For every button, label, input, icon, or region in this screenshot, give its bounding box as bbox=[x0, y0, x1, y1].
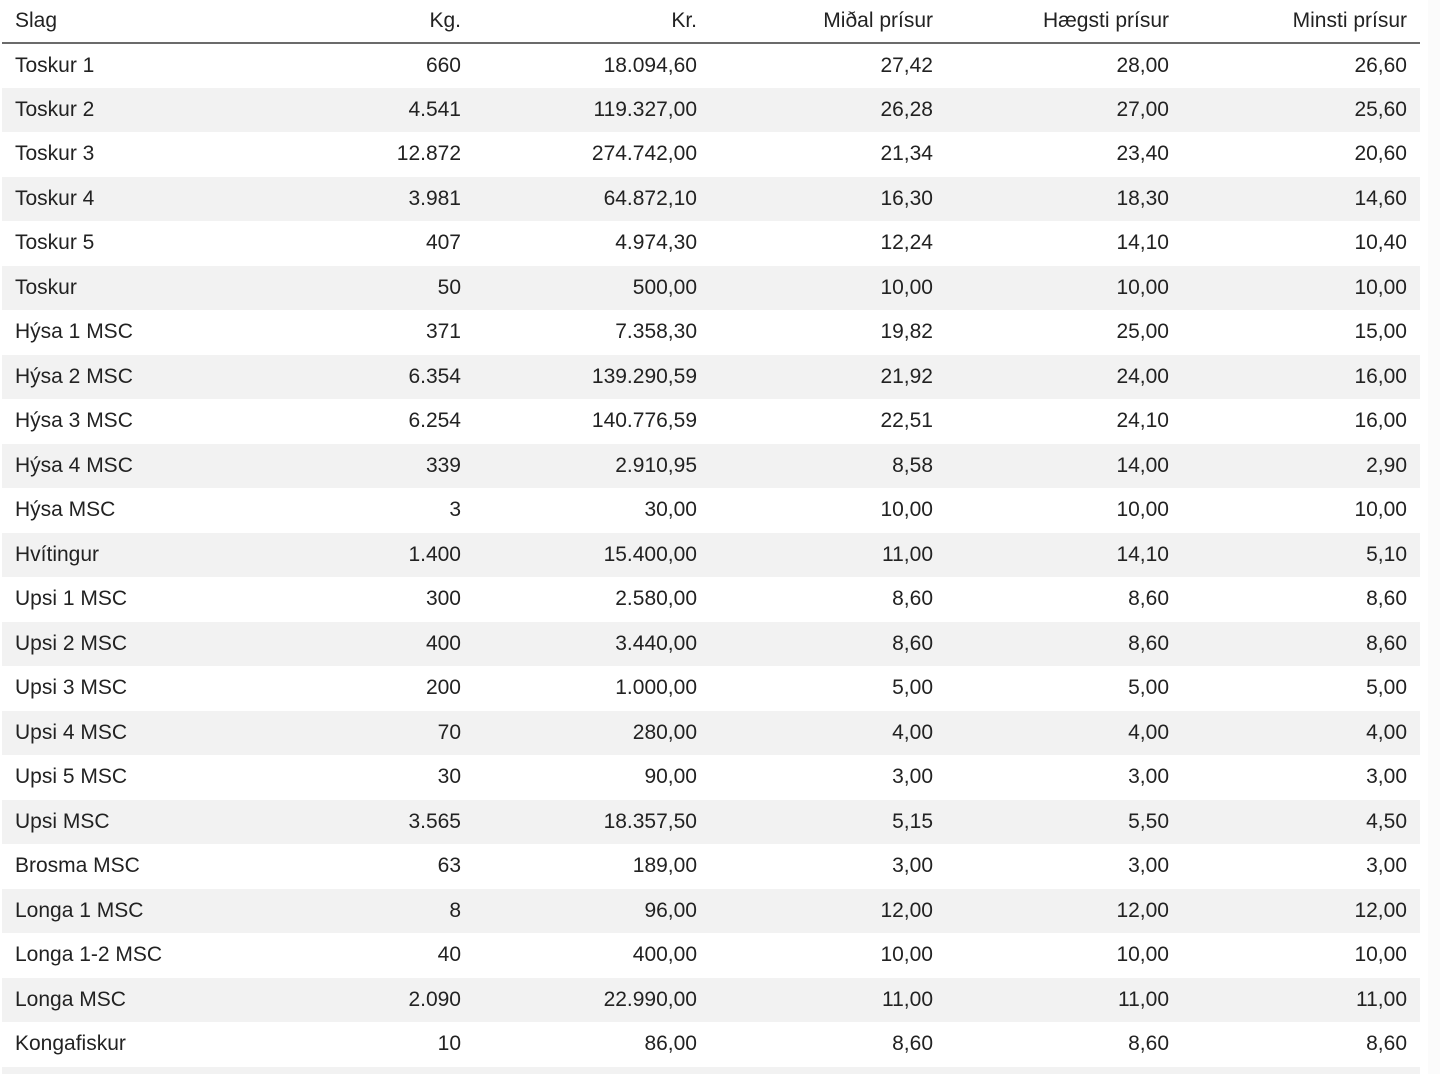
cell-kg: 70 bbox=[437, 720, 461, 744]
page-right-edge bbox=[1428, 0, 1440, 1074]
cell-minsti-prisur: 3,00 bbox=[1366, 765, 1407, 789]
cell-slag: Toskur 3 bbox=[15, 142, 95, 166]
cell-slag: Hvítingur bbox=[15, 542, 100, 566]
cell-slag: Hýsa 3 MSC bbox=[15, 409, 133, 433]
cell-haegsti-prisur: 28,00 bbox=[1116, 53, 1169, 77]
cell-slag: Hýsa 4 MSC bbox=[15, 453, 133, 477]
cell-minsti-prisur: 8,60 bbox=[1366, 631, 1407, 655]
header-row bbox=[2, 0, 1420, 43]
table-row bbox=[2, 889, 1420, 934]
cell-kg: 200 bbox=[425, 676, 461, 700]
cell-midal-prisur: 8,60 bbox=[892, 587, 933, 611]
cell-midal-prisur: 12,24 bbox=[880, 231, 933, 255]
cell-kg: 8 bbox=[449, 898, 461, 922]
cell-midal-prisur: 8,58 bbox=[892, 453, 933, 477]
cell-midal-prisur: 12,00 bbox=[880, 898, 933, 922]
cell-midal-prisur: 8,60 bbox=[892, 1032, 933, 1056]
cell-kg: 6.254 bbox=[408, 409, 461, 433]
cell-slag: Hýsa 1 MSC bbox=[15, 320, 133, 344]
cell-midal-prisur: 11,00 bbox=[882, 542, 933, 566]
cell-minsti-prisur: 5,10 bbox=[1366, 542, 1407, 566]
cell-haegsti-prisur: 3,00 bbox=[1128, 765, 1169, 789]
cell-slag: Hýsa MSC bbox=[15, 498, 116, 522]
cell-slag: Toskur 5 bbox=[15, 231, 95, 255]
table-row bbox=[2, 666, 1420, 711]
column-header-haegsti-prisur[interactable]: Hægsti prísur bbox=[946, 0, 1182, 43]
cell-haegsti-prisur: 8,60 bbox=[1128, 631, 1169, 655]
cell-kr: 90,00 bbox=[644, 765, 697, 789]
cell-minsti-prisur: 11,00 bbox=[1356, 987, 1407, 1011]
cell-minsti-prisur: 10,00 bbox=[1354, 275, 1407, 299]
cell-haegsti-prisur: 27,00 bbox=[1116, 97, 1169, 121]
cell-midal-prisur: 11,00 bbox=[882, 987, 933, 1011]
cell-midal-prisur: 3,00 bbox=[892, 854, 933, 878]
table-row bbox=[2, 1022, 1420, 1067]
cell-haegsti-prisur: 18,30 bbox=[1116, 186, 1169, 210]
cell-minsti-prisur: 10,00 bbox=[1354, 498, 1407, 522]
table-row bbox=[2, 711, 1420, 756]
cell-kg: 50 bbox=[437, 275, 461, 299]
cell-midal-prisur: 10,00 bbox=[880, 943, 933, 967]
table-row bbox=[2, 800, 1420, 845]
cell-kr: 64.872,10 bbox=[603, 186, 697, 210]
cell-kg: 2.090 bbox=[408, 987, 461, 1011]
table-row bbox=[2, 488, 1420, 533]
cell-minsti-prisur: 25,60 bbox=[1354, 97, 1407, 121]
table-row bbox=[2, 978, 1420, 1023]
cell-kr: 500,00 bbox=[632, 275, 697, 299]
cell-slag: Toskur 2 bbox=[15, 97, 95, 121]
cell-kr: 189,00 bbox=[632, 854, 697, 878]
cell-haegsti-prisur: 8,60 bbox=[1128, 1032, 1169, 1056]
cell-minsti-prisur: 4,50 bbox=[1366, 809, 1407, 833]
cell-slag: Longa 1 MSC bbox=[15, 898, 144, 922]
cell-kg: 300 bbox=[425, 587, 461, 611]
table-row bbox=[2, 533, 1420, 578]
cell-haegsti-prisur: 24,10 bbox=[1116, 409, 1169, 433]
cell-haegsti-prisur: 14,10 bbox=[1116, 231, 1169, 255]
cell-kg: 1.400 bbox=[408, 542, 461, 566]
cell-haegsti-prisur: 10,00 bbox=[1116, 943, 1169, 967]
cell-slag: Toskur 1 bbox=[15, 53, 95, 77]
table-row bbox=[2, 399, 1420, 444]
cell-minsti-prisur: 16,00 bbox=[1354, 364, 1407, 388]
cell-midal-prisur: 10,00 bbox=[880, 498, 933, 522]
column-header-midal-prisur[interactable]: Miðal prísur bbox=[710, 0, 946, 43]
cell-kg: 40 bbox=[437, 943, 461, 967]
cell-minsti-prisur: 14,60 bbox=[1354, 186, 1407, 210]
cell-slag: Upsi 5 MSC bbox=[15, 765, 128, 789]
cell-slag: Upsi 4 MSC bbox=[15, 720, 128, 744]
cell-kr: 96,00 bbox=[644, 898, 697, 922]
column-header-minsti-prisur[interactable]: Minsti prísur bbox=[1182, 0, 1420, 43]
cell-midal-prisur: 19,82 bbox=[880, 320, 933, 344]
cell-haegsti-prisur: 25,00 bbox=[1116, 320, 1169, 344]
cell-slag: Upsi 1 MSC bbox=[15, 587, 128, 611]
cell-haegsti-prisur: 24,00 bbox=[1116, 364, 1169, 388]
cell-midal-prisur: 27,42 bbox=[880, 53, 933, 77]
cell-kg: 371 bbox=[425, 320, 461, 344]
cell-kr: 119.327,00 bbox=[593, 97, 697, 121]
table-row bbox=[2, 43, 1420, 88]
cell-kr: 86,00 bbox=[644, 1032, 697, 1056]
cell-slag: Longa 1-2 MSC bbox=[15, 943, 163, 967]
cell-kr: 2.580,00 bbox=[615, 587, 697, 611]
cell-midal-prisur: 26,28 bbox=[880, 97, 933, 121]
cell-slag: Longa MSC bbox=[15, 987, 126, 1011]
cell-midal-prisur: 22,51 bbox=[880, 409, 933, 433]
cell-slag: Hýsa 2 MSC bbox=[15, 364, 133, 388]
cell-kg: 30 bbox=[437, 765, 461, 789]
table-row bbox=[2, 132, 1420, 177]
cell-haegsti-prisur: 5,50 bbox=[1128, 809, 1169, 833]
cell-minsti-prisur: 10,00 bbox=[1354, 943, 1407, 967]
cell-kr: 15.400,00 bbox=[603, 542, 697, 566]
cell-kg: 12.872 bbox=[396, 142, 461, 166]
cell-midal-prisur: 21,92 bbox=[880, 364, 933, 388]
table-row bbox=[2, 933, 1420, 978]
cell-kr: 400,00 bbox=[632, 943, 697, 967]
cell-minsti-prisur: 3,00 bbox=[1366, 854, 1407, 878]
table-body bbox=[2, 43, 1420, 1067]
cell-kg: 407 bbox=[425, 231, 461, 255]
cell-kr: 139.290,59 bbox=[591, 364, 697, 388]
cell-kg: 660 bbox=[425, 53, 461, 77]
cell-kg: 400 bbox=[425, 631, 461, 655]
table-row bbox=[2, 310, 1420, 355]
cell-minsti-prisur: 16,00 bbox=[1354, 409, 1407, 433]
next-row-partial bbox=[2, 1067, 1420, 1074]
column-header-kg[interactable]: Kg. bbox=[242, 0, 474, 43]
cell-slag: Upsi 3 MSC bbox=[15, 676, 128, 700]
cell-minsti-prisur: 15,00 bbox=[1354, 320, 1407, 344]
cell-slag: Toskur 4 bbox=[15, 186, 95, 210]
cell-kr: 30,00 bbox=[644, 498, 697, 522]
cell-midal-prisur: 10,00 bbox=[880, 275, 933, 299]
cell-slag: Brosma MSC bbox=[15, 854, 140, 878]
cell-kg: 3 bbox=[449, 498, 461, 522]
cell-midal-prisur: 8,60 bbox=[892, 631, 933, 655]
cell-midal-prisur: 16,30 bbox=[880, 186, 933, 210]
cell-minsti-prisur: 8,60 bbox=[1366, 1032, 1407, 1056]
cell-haegsti-prisur: 14,10 bbox=[1116, 542, 1169, 566]
cell-haegsti-prisur: 4,00 bbox=[1128, 720, 1169, 744]
cell-midal-prisur: 4,00 bbox=[892, 720, 933, 744]
table-row bbox=[2, 622, 1420, 667]
cell-kg: 339 bbox=[425, 453, 461, 477]
table-row bbox=[2, 444, 1420, 489]
cell-haegsti-prisur: 10,00 bbox=[1116, 498, 1169, 522]
cell-kg: 4.541 bbox=[408, 97, 461, 121]
cell-kr: 3.440,00 bbox=[615, 631, 697, 655]
table-row bbox=[2, 221, 1420, 266]
cell-kr: 140.776,59 bbox=[591, 409, 697, 433]
table-row bbox=[2, 177, 1420, 222]
cell-midal-prisur: 5,15 bbox=[892, 809, 933, 833]
cell-minsti-prisur: 10,40 bbox=[1354, 231, 1407, 255]
cell-kg: 3.981 bbox=[408, 186, 461, 210]
table-row bbox=[2, 266, 1420, 311]
cell-kr: 274.742,00 bbox=[591, 142, 697, 166]
cell-kr: 280,00 bbox=[632, 720, 697, 744]
table-row bbox=[2, 844, 1420, 889]
cell-midal-prisur: 3,00 bbox=[892, 765, 933, 789]
cell-haegsti-prisur: 10,00 bbox=[1116, 275, 1169, 299]
cell-haegsti-prisur: 5,00 bbox=[1128, 676, 1169, 700]
table-row bbox=[2, 755, 1420, 800]
price-table bbox=[2, 0, 1420, 1067]
table-row bbox=[2, 577, 1420, 622]
cell-kr: 18.094,60 bbox=[603, 53, 697, 77]
table-row bbox=[2, 88, 1420, 133]
cell-midal-prisur: 21,34 bbox=[880, 142, 933, 166]
cell-minsti-prisur: 5,00 bbox=[1366, 676, 1407, 700]
cell-minsti-prisur: 20,60 bbox=[1354, 142, 1407, 166]
cell-kr: 22.990,00 bbox=[603, 987, 697, 1011]
cell-minsti-prisur: 26,60 bbox=[1354, 53, 1407, 77]
cell-kr: 18.357,50 bbox=[603, 809, 697, 833]
table-header bbox=[2, 0, 1420, 43]
cell-haegsti-prisur: 12,00 bbox=[1116, 898, 1169, 922]
cell-minsti-prisur: 4,00 bbox=[1366, 720, 1407, 744]
cell-kr: 4.974,30 bbox=[615, 231, 697, 255]
cell-minsti-prisur: 12,00 bbox=[1354, 898, 1407, 922]
cell-midal-prisur: 5,00 bbox=[892, 676, 933, 700]
cell-kr: 1.000,00 bbox=[615, 676, 697, 700]
cell-kr: 7.358,30 bbox=[615, 320, 697, 344]
cell-haegsti-prisur: 8,60 bbox=[1128, 587, 1169, 611]
cell-haegsti-prisur: 3,00 bbox=[1128, 854, 1169, 878]
column-header-kr[interactable]: Kr. bbox=[474, 0, 710, 43]
cell-kg: 10 bbox=[437, 1032, 461, 1056]
cell-haegsti-prisur: 14,00 bbox=[1116, 453, 1169, 477]
cell-haegsti-prisur: 11,00 bbox=[1118, 987, 1169, 1011]
column-header-slag[interactable]: Slag bbox=[2, 0, 242, 43]
cell-haegsti-prisur: 23,40 bbox=[1116, 142, 1169, 166]
cell-slag: Kongafiskur bbox=[15, 1032, 126, 1056]
cell-kg: 63 bbox=[437, 854, 461, 878]
cell-minsti-prisur: 8,60 bbox=[1366, 587, 1407, 611]
cell-slag: Toskur bbox=[15, 275, 77, 299]
price-table-container bbox=[2, 0, 1420, 1067]
cell-minsti-prisur: 2,90 bbox=[1366, 453, 1407, 477]
cell-slag: Upsi 2 MSC bbox=[15, 631, 128, 655]
cell-kr: 2.910,95 bbox=[615, 453, 697, 477]
table-row bbox=[2, 355, 1420, 400]
cell-slag: Upsi MSC bbox=[15, 809, 110, 833]
cell-kg: 6.354 bbox=[408, 364, 461, 388]
cell-kg: 3.565 bbox=[408, 809, 461, 833]
